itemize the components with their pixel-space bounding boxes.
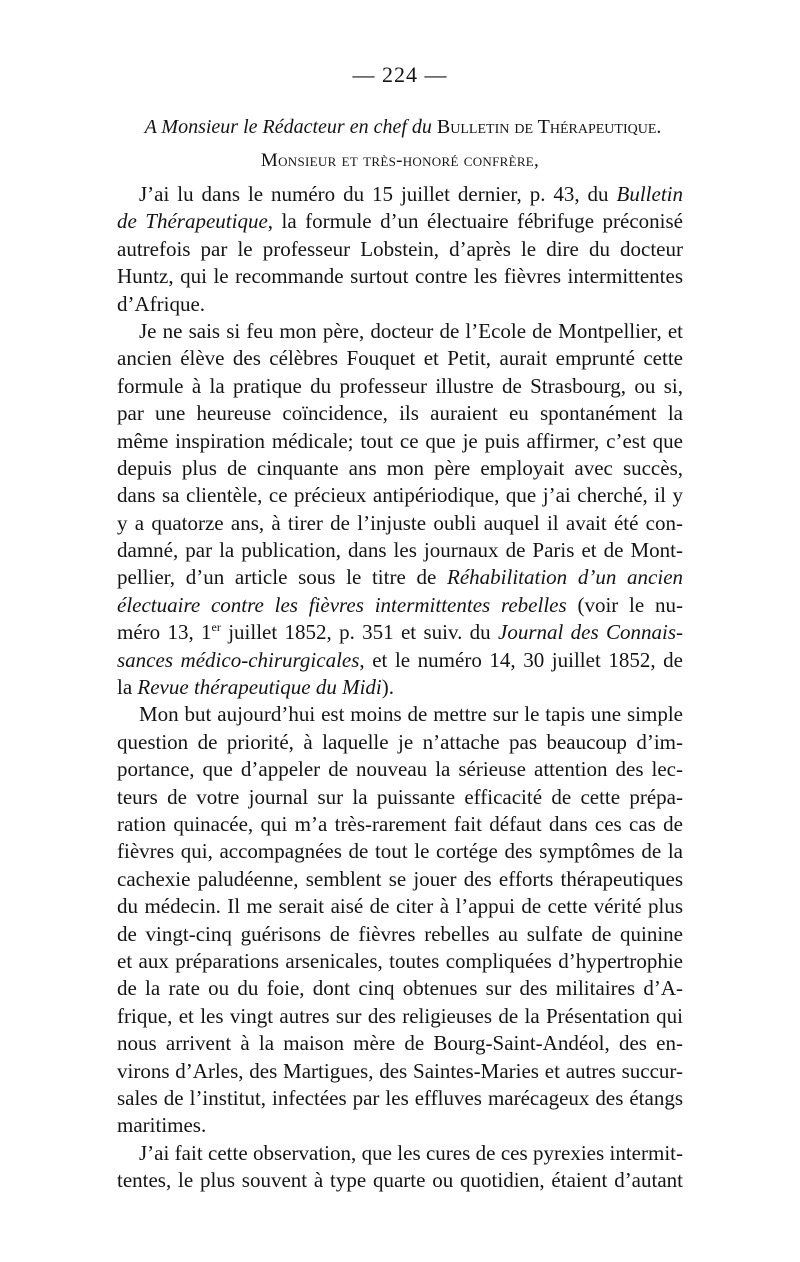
text-run: méro 13, 1 [117,620,212,645]
text-line [117,1058,683,1085]
text-run: J’ai fait cette observation, que les cures de ces pyrexies intermit- [139,1140,683,1165]
text-run: teurs de votre journal sur la puissante efficacité de cette prépa- [117,784,683,809]
text-run: tentes, le plus souvent à type quarte ou quotidien, étaient d’autant [117,1168,683,1193]
text-run: portance, que d’appeler de nouveau la sérieuse attention des lec- [117,757,683,782]
letter-address [108,116,698,139]
italic-run: sances médico-chirurgicales [117,647,360,672]
letter-body [117,181,683,1194]
text-run: question de priorité, à laquelle je n’attache pas beaucoup d’im- [117,729,683,754]
text-line [117,1030,683,1057]
text-line [117,948,683,975]
text-run: nous arrivent à la maison mère de Bourg-Saint-Andéol, des en- [117,1031,683,1056]
text-line [117,701,683,728]
text-run: , la formule d’un électuaire fébrifuge préconisé [267,209,683,234]
text-line [117,811,683,838]
text-run: et aux préparations arsenicales, toutes compliquées d’hypertrophie [117,948,683,973]
text-run: ancien élève des célèbres Fouquet et Petit, aurait emprunté cette [117,346,683,371]
text-line [117,921,683,948]
text-line [117,318,683,345]
text-line [117,1112,683,1139]
text-run: J’ai lu dans le numéro du 15 juillet dernier, p. 43, du [139,182,617,206]
text-run: frique, et les vingt autres sur des religieuses de la Présentation qui [117,1003,683,1028]
text-line [117,482,683,509]
text-line [117,784,683,811]
text-run: y a quatorze ans, à tirer de l’injuste oubli auquel il avait été con- [117,510,683,535]
text-line [117,564,683,591]
text-run: Mon but aujourd’hui est moins de mettre sur le tapis une simple [139,702,683,727]
text-line [117,208,683,235]
text-line [117,1140,683,1167]
salutation: Monsieur et très-honoré confrère, [260,150,540,171]
text-line [117,510,683,537]
text-line [117,647,683,674]
text-line [117,291,683,318]
text-run: ). [381,675,394,700]
italic-run: électuaire contre les fièvres intermittentes rebelles [117,592,567,617]
text-run: maritimes. [117,1113,207,1138]
text-run: même inspiration médicale; tout ce que je puis affirmer, c’est que [117,428,683,453]
italic-run: Journal des Connais- [498,620,683,645]
superscript: er [211,620,221,635]
text-line [117,893,683,920]
text-line [117,455,683,482]
italic-run: de Thérapeutique [117,209,268,234]
text-run: (voir le nu- [566,592,683,617]
text-line [117,756,683,783]
text-line [117,1167,683,1194]
text-line [117,592,683,619]
text-run: Huntz, qui le recommande surtout contre les fièvres intermittentes [117,264,683,289]
text-line [117,838,683,865]
text-line [117,729,683,756]
text-line [117,537,683,564]
text-run: dans sa clientèle, ce précieux antipériodique, que j’ai cherché, il y [117,483,683,508]
text-run: formule à la pratique du professeur illustre de Strasbourg, ou si, [117,373,683,398]
text-line [117,1085,683,1112]
text-line [117,674,683,701]
text-run: juillet 1852, p. 351 et suiv. du [220,620,499,645]
text-run: Je ne sais si feu mon père, docteur de l’Ecole de Montpellier, et [139,318,683,343]
address-prefix: A Monsieur le Rédacteur en chef du [144,116,437,138]
journal-name: Bulletin de Thérapeutique. [436,116,662,138]
text-line [117,181,683,208]
italic-run: Réhabilitation d’un ancien [447,565,684,590]
text-run: par une heureuse coïncidence, ils auraient eu spontanément la [117,401,683,426]
text-run: ration quinacée, qui m’a très-rarement fait défaut dans ces cas de [117,811,683,836]
text-line [117,1003,683,1030]
text-run: d’Afrique. [117,291,206,316]
text-run: sales de l’institut, infectées par les effluves marécageux des étangs [117,1085,683,1110]
italic-run: Revue thérapeutique du Midi [137,675,382,700]
text-run: autrefois par le professeur Lobstein, d’après le dire du docteur [117,236,683,261]
text-line [117,975,683,1002]
text-run: damné, par la publication, dans les journaux de Paris et de Mont- [117,538,683,563]
text-line [117,400,683,427]
page-number: — 224 — [352,62,448,87]
text-run: du médecin. Il me serait aisé de citer à l’appui de cette vérité plus [117,894,683,919]
italic-run: Bulletin [616,182,683,206]
text-line [117,236,683,263]
text-run: virons d’Arles, des Martigues, des Saintes-Maries et autres succur- [117,1058,683,1083]
text-run: cachexie paludéenne, semblent se jouer des efforts thérapeutiques [117,866,683,891]
text-run: la [117,675,138,700]
text-line [117,345,683,372]
text-line [117,263,683,290]
text-run: de la rate ou du foie, dont cinq obtenues sur des militaires d’A- [117,976,683,1001]
text-run: fièvres qui, accompagnées de tout le cortége des symptômes de la [117,839,683,864]
text-run: pellier, d’un article sous le titre de [117,565,447,590]
text-run: de vingt-cinq guérisons de fièvres rebelles au sulfate de quinine [117,921,683,946]
text-line [117,428,683,455]
text-line [117,619,683,646]
text-run: , et le numéro 14, 30 juillet 1852, de [359,647,683,672]
text-line [117,373,683,400]
text-run: depuis plus de cinquante ans mon père employait avec succès, [117,455,683,480]
text-line [117,866,683,893]
